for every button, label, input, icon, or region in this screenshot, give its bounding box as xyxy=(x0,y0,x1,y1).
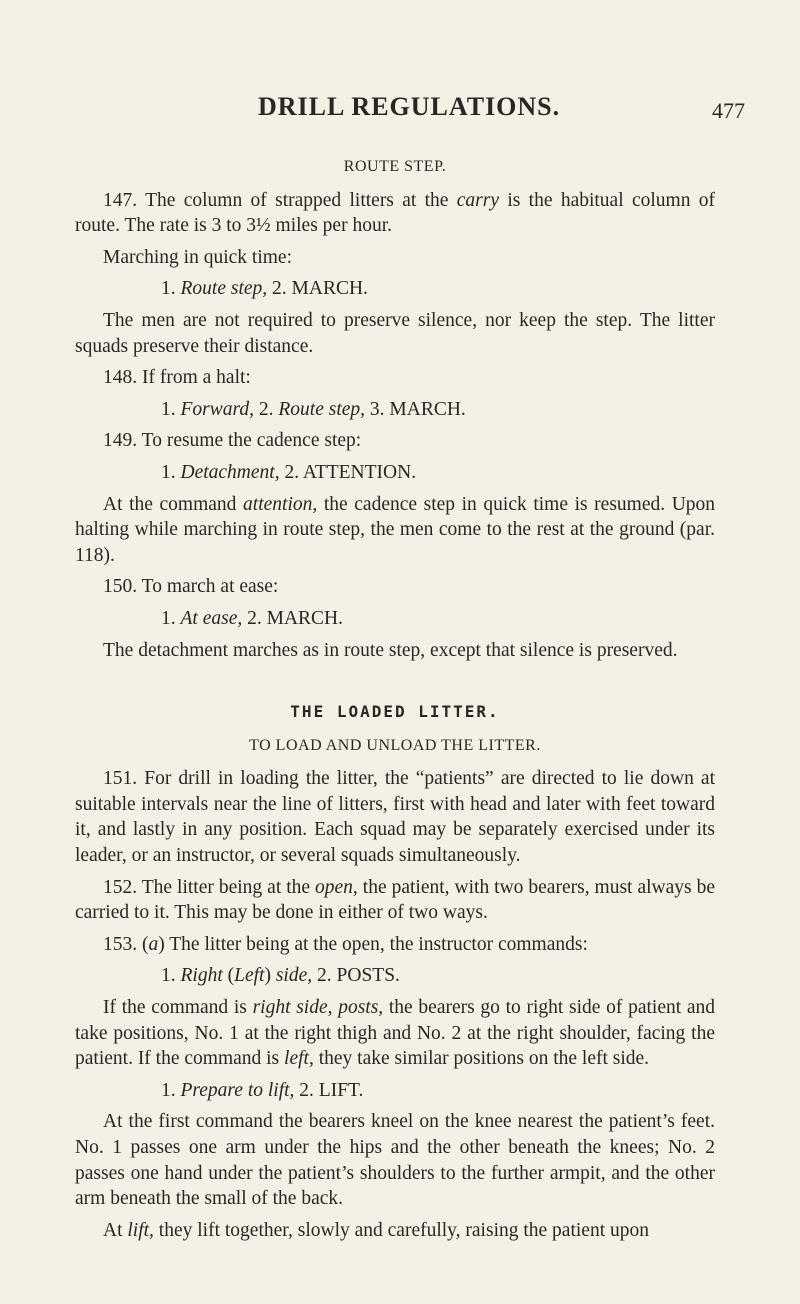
text: At xyxy=(103,1219,123,1241)
text: 1. xyxy=(161,278,176,300)
text: 1. xyxy=(161,398,176,420)
command-route-step xyxy=(75,276,715,302)
paragraph-kneel: At the first command the bearers kneel on the knee nearest the patient’s feet. No. 1 passes one arm under the hips and the other beneath the knees; No. 2 passes one hand under the patient’s shoulders to the further armpit, and the other arm beneath the small of the back. xyxy=(75,1111,715,1210)
text: 147. The column of strapped litters at the xyxy=(103,189,449,211)
text: 152. The litter being at the xyxy=(103,876,311,898)
command-forward xyxy=(75,397,715,423)
italic-term: Prepare to lift, xyxy=(180,1079,295,1101)
text: is the habitual column of route. The rate is 3 to 3½ miles per hour. xyxy=(75,189,716,237)
text: 1. xyxy=(161,965,176,987)
text: ( xyxy=(227,965,235,987)
italic-term: Detachment, xyxy=(180,461,280,483)
paragraph-posts xyxy=(75,995,715,1072)
text: 2. POSTS. xyxy=(317,965,400,987)
paragraph-150: 150. To march at ease: xyxy=(103,576,279,598)
text: 2. xyxy=(258,398,274,420)
text: 2. LIFT. xyxy=(299,1079,364,1101)
italic-term: attention, xyxy=(243,493,318,515)
text: 1. xyxy=(161,607,176,629)
text: ) xyxy=(264,965,271,987)
italic-term: Route step, xyxy=(278,398,366,420)
text: If the command is xyxy=(103,997,247,1019)
text: 2. MARCH. xyxy=(272,278,368,300)
text: 2. ATTENTION. xyxy=(284,461,417,483)
text: the cadence step in quick time is resumed. Upon halting while marching in route step, the men come to the rest at the ground (par. 118). xyxy=(75,493,716,566)
italic-term: open, xyxy=(315,876,358,898)
text: they take similar positions on the left side. xyxy=(318,1048,650,1070)
italic-term: Route step, xyxy=(180,278,268,300)
text: the bearers go to right side of patient and take positions, No. 1 at the right thigh and No. 2 at the right shoulder, facing the patient. If the command is xyxy=(75,997,716,1070)
paragraph-153 xyxy=(75,932,715,958)
text: 1. xyxy=(161,461,176,483)
italic-term: Right xyxy=(180,965,223,987)
text: 2. MARCH. xyxy=(247,607,344,629)
text: 1. xyxy=(161,1079,176,1101)
italic-term: Forward, xyxy=(180,398,254,420)
paragraph-attention xyxy=(75,492,715,569)
paragraph-marching: Marching in quick time: xyxy=(103,246,293,268)
italic-term: right side, posts, xyxy=(252,997,384,1019)
italic-term: carry xyxy=(456,189,500,211)
command-attention xyxy=(75,460,715,486)
paragraph-silence: The men are not required to preserve silence, nor keep the step. The litter squads preserve their distance. xyxy=(75,309,715,357)
paragraph-149: 149. To resume the cadence step: xyxy=(103,430,362,452)
italic-term: lift, xyxy=(127,1219,154,1241)
paragraph-lift xyxy=(75,1218,715,1244)
running-title: DRILL REGULATIONS. xyxy=(258,92,561,121)
paragraph-151: 151. For drill in loading the litter, the “patients” are directed to lie down at suitable intervals near the line of litters, first with head and later with feet toward it, and lastly in any position. Each squad may be separately exercised under its leader, or an instructor, or several squads simultaneously. xyxy=(75,768,715,867)
italic-term: Left xyxy=(234,965,265,987)
text: they lift together, slowly and carefully, raising the patient upon xyxy=(158,1219,649,1241)
page-number: 477 xyxy=(712,98,745,123)
paragraph-148: 148. If from a halt: xyxy=(103,367,251,389)
italic-term: a xyxy=(148,933,159,955)
text: At the command xyxy=(103,493,237,515)
subheading-load-unload: TO LOAD AND UNLOAD THE LITTER. xyxy=(249,736,541,754)
text: 3. MARCH. xyxy=(369,398,466,420)
section-heading-route-step: ROUTE STEP. xyxy=(343,158,447,175)
paragraph-detachment: The detachment marches as in route step, except that silence is preserved. xyxy=(103,639,678,661)
section-heading-loaded-litter: THE LOADED LITTER. xyxy=(290,702,500,722)
italic-term: At ease, xyxy=(180,607,243,629)
italic-term: side, xyxy=(275,965,313,987)
text: ) The litter being at the open, the instructor commands: xyxy=(158,933,588,955)
text: 153. ( xyxy=(103,933,149,955)
command-lift xyxy=(75,1078,715,1104)
body-text xyxy=(75,150,715,1249)
text: the patient, with two bearers, must always be carried to it. This may be done in either of two ways. xyxy=(75,876,715,924)
command-posts xyxy=(75,963,715,989)
paragraph-152 xyxy=(75,875,715,926)
italic-term: left, xyxy=(284,1048,314,1070)
command-at-ease xyxy=(75,606,715,632)
paragraph-147 xyxy=(75,188,715,239)
